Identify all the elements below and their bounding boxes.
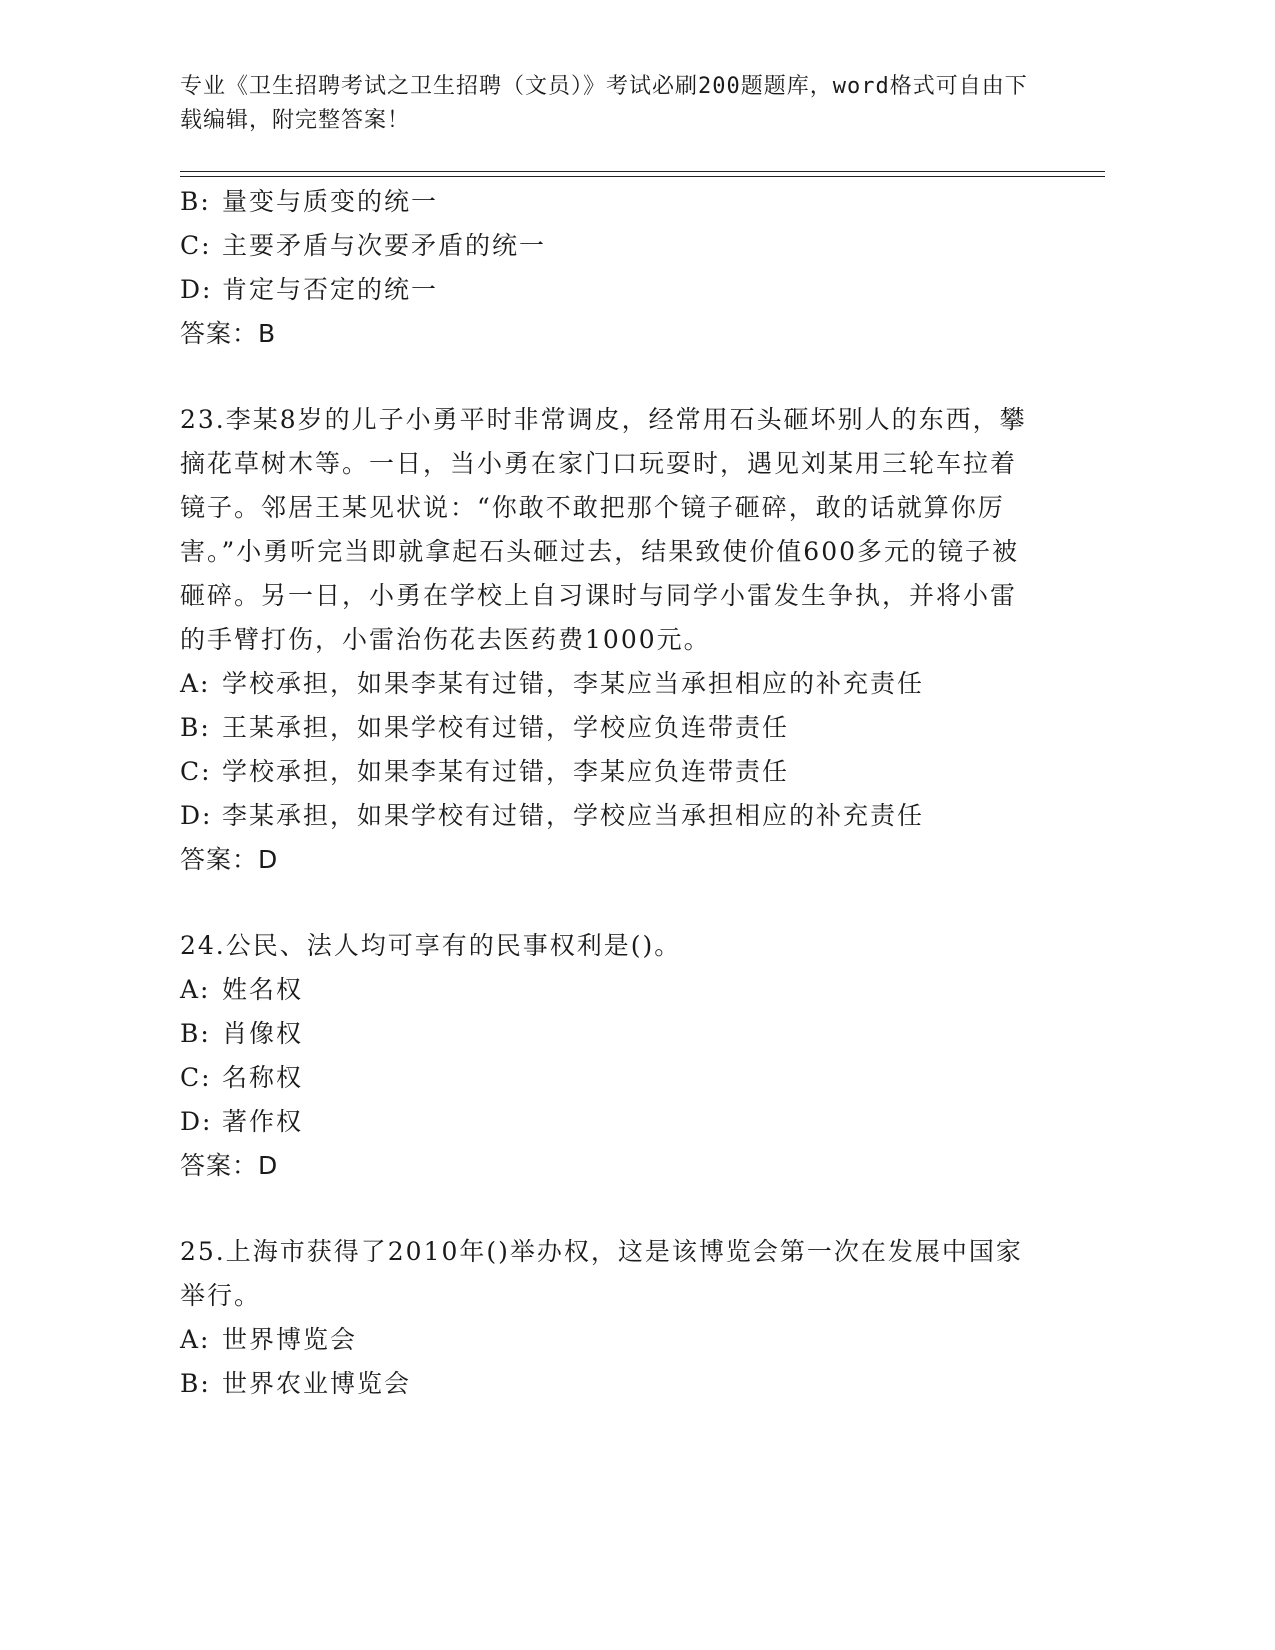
option-a: A: 世界博览会 (180, 1325, 358, 1354)
document-body (180, 180, 1030, 1406)
question-stem: 25.上海市获得了2010年()举办权，这是该博览会第一次在发展中国家举行。 (180, 1237, 1023, 1310)
answer: 答案：B (180, 319, 277, 348)
carryover-question (180, 180, 1030, 356)
option-b: B: 肖像权 (180, 1019, 304, 1048)
header-divider-top (180, 171, 1105, 172)
option-d: D: 李某承担，如果学校有过错，学校应当承担相应的补充责任 (180, 801, 925, 830)
question-stem: 23.李某8岁的儿子小勇平时非常调皮，经常用石头砸坏别人的东西，攀摘花草树木等。一日，当小勇在家门口玩耍时，遇见刘某用三轮车拉着镜子。邻居王某见状说：“你敢不敢把那个镜子砸碎，敢的话就算你厉害。”小勇听完当即就拿起石头砸过去，结果致使价值600多元的镜子被砸碎。另一日，小勇在学校上自习课时与同学小雷发生争执，并将小雷的手臂打伤，小雷治伤花去医药费1000元。 (180, 405, 1027, 654)
option-c: C: 主要矛盾与次要矛盾的统一 (180, 231, 547, 260)
option-c: C: 名称权 (180, 1063, 304, 1092)
answer: 答案：D (180, 845, 279, 874)
option-c: C: 学校承担，如果李某有过错，李某应负连带责任 (180, 757, 790, 786)
option-d: D: 著作权 (180, 1107, 304, 1136)
option-b: B: 世界农业博览会 (180, 1369, 412, 1398)
question-23 (180, 398, 1030, 882)
answer: 答案：D (180, 1151, 279, 1180)
question-24 (180, 924, 1030, 1188)
document-header: 专业《卫生招聘考试之卫生招聘（文员）》考试必刷200题题库，word格式可自由下载编辑，附完整答案！ (180, 74, 1028, 133)
option-b: B: 量变与质变的统一 (180, 187, 439, 216)
option-d: D: 肯定与否定的统一 (180, 275, 439, 304)
question-stem: 24.公民、法人均可享有的民事权利是()。 (180, 931, 682, 960)
option-a: A: 学校承担，如果李某有过错，李某应当承担相应的补充责任 (180, 669, 925, 698)
header-divider-bottom (180, 176, 1105, 177)
question-25 (180, 1230, 1030, 1406)
option-b: B: 王某承担，如果学校有过错，学校应负连带责任 (180, 713, 790, 742)
option-a: A: 姓名权 (180, 975, 304, 1004)
